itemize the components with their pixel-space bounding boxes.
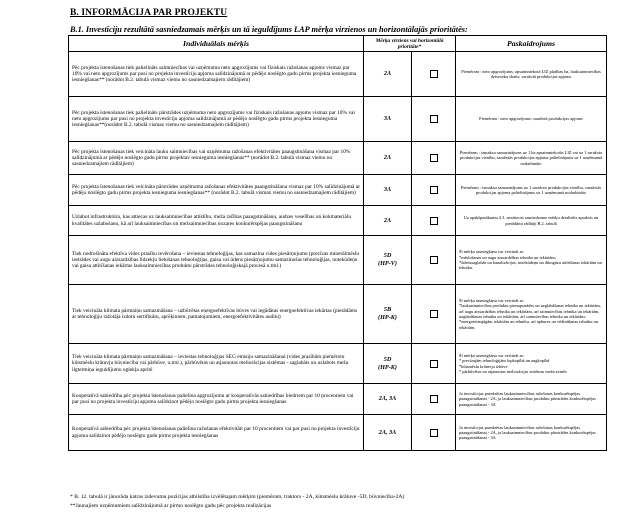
justification-text xyxy=(456,175,607,206)
direction-code-line: 5D xyxy=(383,355,392,363)
justification-text xyxy=(456,142,607,175)
direction-code-line: (HP-V) xyxy=(378,260,397,267)
goal-direction-code xyxy=(364,142,412,175)
table-row xyxy=(69,415,607,451)
goal-checkbox-cell xyxy=(412,344,456,384)
direction-code-line: 2A xyxy=(383,216,392,224)
goal-text: Kooperatīvā sabiedrība pēc projekta īstenošanas palielina ražošanas efektivitāti par 10 procentiem vai par pusi no projekta investīciju apjoma salīdzinot pēdējo noslēgto gadu pirms projekta iesniegšanas xyxy=(69,415,364,451)
goal-direction-code xyxy=(364,236,412,285)
goal-direction-code xyxy=(364,384,412,415)
direction-code-line: (HP-K) xyxy=(378,363,397,371)
goal-direction-code xyxy=(364,344,412,384)
table-row xyxy=(69,97,607,142)
header-goals: Individuālais mērķis xyxy=(69,36,364,52)
justification-line: * precīzajām tehnoloģijām lopkopībā un augkopībā xyxy=(459,358,550,364)
justification-text xyxy=(456,97,607,142)
goal-checkbox[interactable] xyxy=(430,154,438,162)
table-row xyxy=(69,384,607,415)
direction-code-line: 5D xyxy=(383,252,392,259)
direction-code-line: 5B xyxy=(383,306,392,313)
header-direction: Mērķa virziens vai horizontālā prioritāte* xyxy=(364,36,456,52)
goal-checkbox[interactable] xyxy=(430,395,438,403)
goal-checkbox[interactable] xyxy=(430,217,438,225)
goal-direction-code xyxy=(364,175,412,206)
goal-checkbox[interactable] xyxy=(430,429,438,437)
goal-direction-code xyxy=(364,415,412,451)
goal-direction-code xyxy=(364,52,412,97)
goal-text: Pēc projekta īstenošanas tiek veicināta lauku saimniecības vai uzņēmuma ražošanas efektivitātes paaugstināšana vismaz par 10% salīdzinājumā ar pēdējo noslēgto gadu pirms projektav iesnieguma iesniegšanas** (norādot B.2. tabulā vismaz viemu no sasniedzamajiem rādītājiem) xyxy=(69,142,364,175)
goal-text: Tiek veicināta klimata pārmaiņu samazināšana – ieviestas tehnoloģijas SEG emisiju samazināšanai (vides prasībām piemērotu kūtsmēslu krātuvju būvniecība vai pārbūve, u.tml.), pārbūvētas un atjaunotas meliorācijas sistēmas - saglabāts un uzlabots meža ilgtermiņa ieguldījumu oglekļa apritē xyxy=(69,344,364,384)
goal-checkbox-cell xyxy=(412,97,456,142)
justification-line: Šī mērķa sasniegšanu var veicināt ar: xyxy=(459,352,525,358)
section-title: B. INFORMĀCIJA PAR PROJEKTU xyxy=(70,8,228,18)
goal-text: Tiek veicināta klimata pārmaiņu samazināšana – uzbūvētas energoefektīvas būves vai iegādātas energoefektīvas iekārtas (pierādāms ar tehnoloģiju ražotāja izdotu sertifikātu, aprēķiniem, pamatojumiem, energoefektivitātes auditu) xyxy=(69,285,364,344)
goal-checkbox-cell xyxy=(412,415,456,451)
direction-code-line: 2A, 3A xyxy=(378,428,397,436)
justification-line: Piemēram : neto apgrozījums; apsaimniekotā LIZ platības ha, lauksaimniecības dzīvnieku skaits; saražotā produkcijas apjoms xyxy=(461,68,601,79)
justification-line: *lauksaimniecības produktu pirmapstrādes un uzglabāšanas tehnika un iekārtām, arī augu aizsardzības tehnika un iekārtām, arī saimniecības tehnika un iekārtām, uzglabāšanas tehnika un iekārtām, arī saimniecības tehnika un iekārtām; xyxy=(459,303,601,319)
goal-text: Pēc projekta īstenošanas tiek veicināta pārstrādes uzņēmuma ražošanas efektivitātes paaugstināšana vismaz par 10% salīdzinājumā ar pēdējo noslēgto gadu pirms projekta iesnieguma iesniegšanas** (norādot B.2. tabulā vismaz viemu no sasniedzamajiem rādītājiem) xyxy=(69,175,364,206)
goal-direction-code xyxy=(364,206,412,236)
direction-code-line: 2A xyxy=(383,70,392,77)
table-row xyxy=(69,175,607,206)
table-row xyxy=(69,52,607,97)
justification-line: Uz apakšpasākumu 4.3. neattiecas sasniedzamo mērķu detalizēts apraksts un pierādāmi rādītāji B.2. tabulā xyxy=(463,215,599,226)
justification-line: Piemēram : neto apgrozījums; saražotā produkcijas apjoms xyxy=(479,116,583,122)
subsection-title: B.1. Investīciju rezultātā sasniedzamais mērķis un tā ieguldījums LAP mērķa virzienos un horizontālajās prioritātēs: xyxy=(70,25,468,34)
goal-checkbox[interactable] xyxy=(430,310,438,318)
justification-line: *mēslošanas un augu aizsardzības tehnika un iekārtām, xyxy=(459,254,556,260)
direction-code-line: (HP-K) xyxy=(378,314,397,321)
justification-text xyxy=(456,384,607,415)
justification-text xyxy=(456,415,607,451)
footnote-1: * B. 12. tabulā ir jānorāda katras izdevumu pozīcijas atbilstība izvēlētajam mērķim (piemēram, traktors - 2A, kūtsmēslu krātuve -5D, būvniecība-2A) xyxy=(70,494,405,500)
justification-line: Ja investīcijas paredzētas lauksaimniecības ražošanas konkurētspējas paaugstināšanai - 2A, ja lauksaimniecības produktu pārstrādes konkurētspējas paaugstināšanai - 3A xyxy=(459,424,596,441)
goal-checkbox-cell xyxy=(412,52,456,97)
justification-line: Šī mērķa sasniegšanu var veicināt ar: xyxy=(459,249,525,255)
direction-code-line: 2A, 3A xyxy=(378,395,397,402)
table-row xyxy=(69,206,607,236)
footnote-2: **Jaunajiem uzņēmumiem salīdzinājumā ar pirmo noslēgto gadu pēc projekta realizācijas xyxy=(70,503,272,509)
table-header-row xyxy=(69,36,607,52)
goals-table xyxy=(68,35,607,451)
justification-line: Piemēram : izmaksu samazinājums uz 1 saražoto produkcijas vienību, saražotās produkcijas apjoma palielinājums uz 1 uzņēmumā nodarbināto xyxy=(460,184,602,195)
direction-code-line: 3A xyxy=(383,186,392,193)
goal-direction-code xyxy=(364,285,412,344)
table-row xyxy=(69,236,607,285)
justification-line: * pārbūvētas un atjaunotas meliorācijas sistēmas meža zemēs xyxy=(459,368,567,374)
goal-checkbox[interactable] xyxy=(430,186,438,194)
table-row xyxy=(69,142,607,175)
goal-checkbox[interactable] xyxy=(430,360,438,368)
table-row xyxy=(69,285,607,344)
justification-line: Ja investīcijas paredzētas lauksaimniecības ražošanas konkurētspējas paaugstināšanai - 2A, ja lauksaimniecības produktu pārstrādes konkurētspējas paaugstināšanai - 3A xyxy=(459,391,596,407)
goal-checkbox[interactable] xyxy=(430,115,438,123)
goal-text: Kooperatīvā sabiedrība pēc projekta īstenošanas palielina apgrozījumu ar kooperatīvās sabiedrības biedriem par 10 procentiem vai par pusi no projekta investīciju apjoma salīdzinot pēdējo noslēgto gadu pirms projekta iesniegšanas xyxy=(69,384,364,415)
goal-direction-code xyxy=(364,97,412,142)
justification-text xyxy=(456,344,607,384)
goal-text: Pēc projekta īstenošanas tiek palielināts pārstrādes uzņēmuma neto apgrozījums vai fiziskais ražošanas apjoms vismaz par 10% vai neto apgrozījums par pusi no projekta investīciju apjoma salīdzinājumā ar pēdējo noslēgto gadu pirms projekta iesnieguma iesniegšanas**(norādot B.2. tabulā vismaz viemu no sasniedzamajiem rādītājiem) xyxy=(69,97,364,142)
direction-code-line: 2A xyxy=(383,154,392,161)
goal-checkbox-cell xyxy=(412,142,456,175)
goal-checkbox[interactable] xyxy=(430,70,438,78)
justification-text xyxy=(456,285,607,344)
goal-checkbox-cell xyxy=(412,384,456,415)
goal-text: Uzlabot infrastruktūru, kas attiecas uz lauksaimniecības attīstību, meža račības paaugstināšanu, audzes veselības un kokmateriālu kvalitātes uzlabošanu, kā arī lauksaimniecības un mežsaimniecības nozares konkurētspējas paaugstināšanu xyxy=(69,206,364,236)
goal-text: Tiek nodrošināta efektīva vides prasību ievērošana – ieviestas tehnoloģijas, kas samazina vides piesārņojumu (precīzas minerālmēslu iestrādes vai augu aizsardzības līdzekļu lietošanas tehnoloģijas, gaisa vai ūdens piesārņojumu samazinošas tehnoloģijas, notekūdeņu vai gaisa attīrīšanas iekārtas lauksaimniecības produktu pārstrādes tehnoloģiskajā procesā u.tml.) xyxy=(69,236,364,285)
justification-line: Šī mērķa sasniegšanu var veicināt ar: xyxy=(459,298,525,304)
goal-checkbox-cell xyxy=(412,175,456,206)
table-row xyxy=(69,344,607,384)
goal-checkbox-cell xyxy=(412,206,456,236)
header-justification: Paskaidrojums xyxy=(456,36,607,52)
justification-line: *energoietaupīgām iekārtām un tehniku, arī apkures un vēdināšanas tehniku un iekārtām. xyxy=(459,319,598,330)
justification-line: *kūtsmēslu krātuvju izbūve xyxy=(459,363,508,369)
direction-code-line: 3A xyxy=(383,115,392,122)
justification-text xyxy=(456,52,607,97)
justification-text xyxy=(456,206,607,236)
justification-line: *ūdenssaglabās un kanalizācijas, notekūdeņu un dūmgāzu attīrīšanas iekārtām un tehniku. xyxy=(459,260,602,271)
justification-text xyxy=(456,236,607,285)
goal-checkbox[interactable] xyxy=(430,256,438,264)
goal-text: Pēc projekta īstenošanas tiek palielināts saimniecības vai uzņēmuma neto apgrozījums vai fiziskais ražošanas apjoms vismaz par 10% vai neto apgrozījums par pusi no projekta investīciju apjoma salīdzinājumā ar pēdējo noslēgto gadu pirms projekta iesnieguma iesniegšanas** (norādot B.2. tabulā vismaz viemu no sasniedzamajiem rādītājiem) xyxy=(69,52,364,97)
goal-checkbox-cell xyxy=(412,285,456,344)
justification-line: Piemēram : izmaksu samazinājums uz 1 ha apsaimniekotās LIZ vai uz 1 saražoto produkcijas vienību, saražotās produkcijas apjoma palielinājums uz 1 uzņēmumā nodarbināto xyxy=(459,150,603,166)
goal-checkbox-cell xyxy=(412,236,456,285)
